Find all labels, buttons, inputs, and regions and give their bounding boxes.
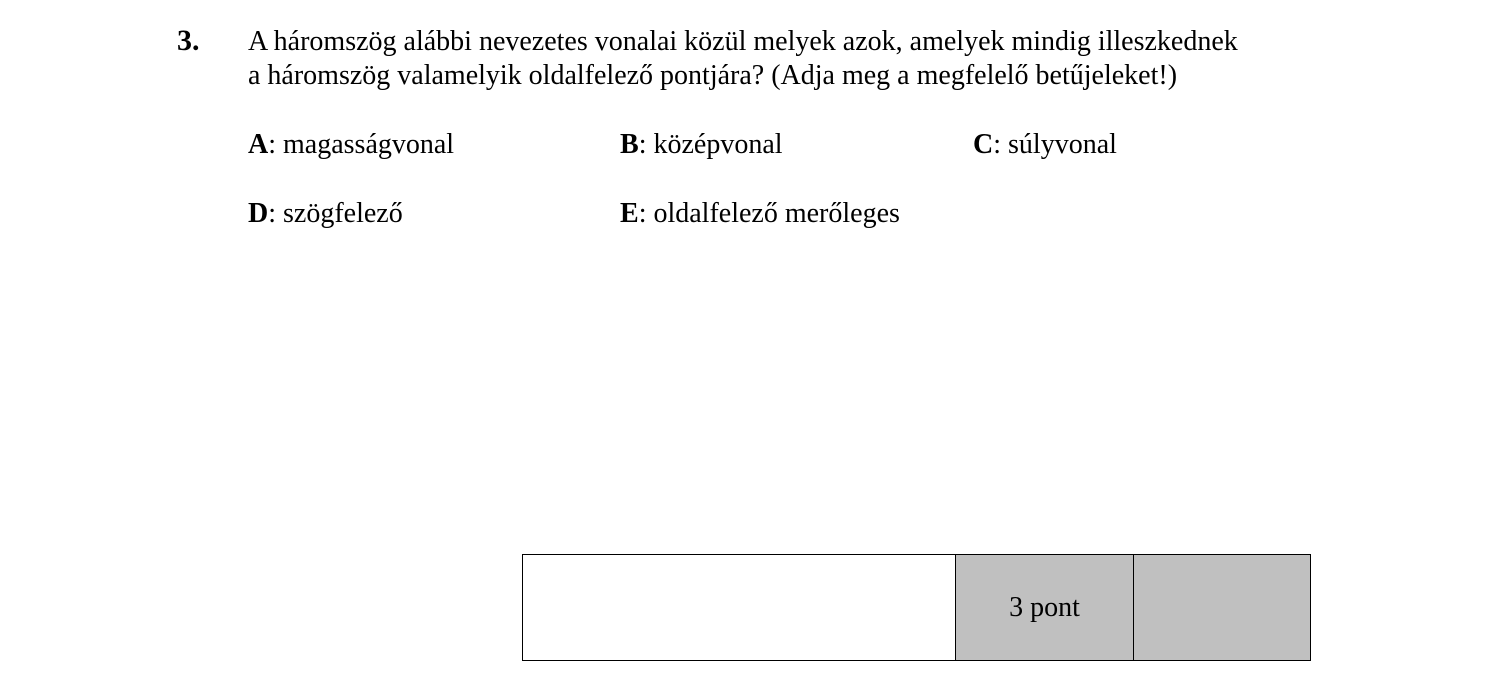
option-letter: D [248,198,269,229]
answer-table [522,554,1311,661]
option-d [248,197,403,231]
question-line-1: A háromszög alábbi nevezetes vonalai közül melyek azok, amelyek mindig illeszkednek [248,26,1238,57]
question-number: 3. [177,24,200,57]
option-letter: E [620,198,639,229]
option-label: : oldalfelező merőleges [638,198,900,229]
option-letter: B [620,129,639,160]
option-letter: A [248,129,269,160]
question-line-2: a háromszög valamelyik oldalfelező pontjára? (Adja meg a megfelelő betűjeleket!) [248,60,1178,91]
option-label: : középvonal [638,129,783,160]
option-e [620,197,900,231]
score-cell[interactable] [1134,555,1310,660]
option-a [248,128,454,162]
answer-box[interactable] [523,555,956,660]
question-text [248,25,1328,93]
option-letter: C [973,129,994,160]
option-label: : súlyvonal [993,129,1117,160]
option-c [973,128,1117,162]
option-label: : szögfelező [268,198,403,229]
points-cell: 3 pont [956,555,1134,660]
option-b [620,128,783,162]
option-label: : magasságvonal [268,129,455,160]
